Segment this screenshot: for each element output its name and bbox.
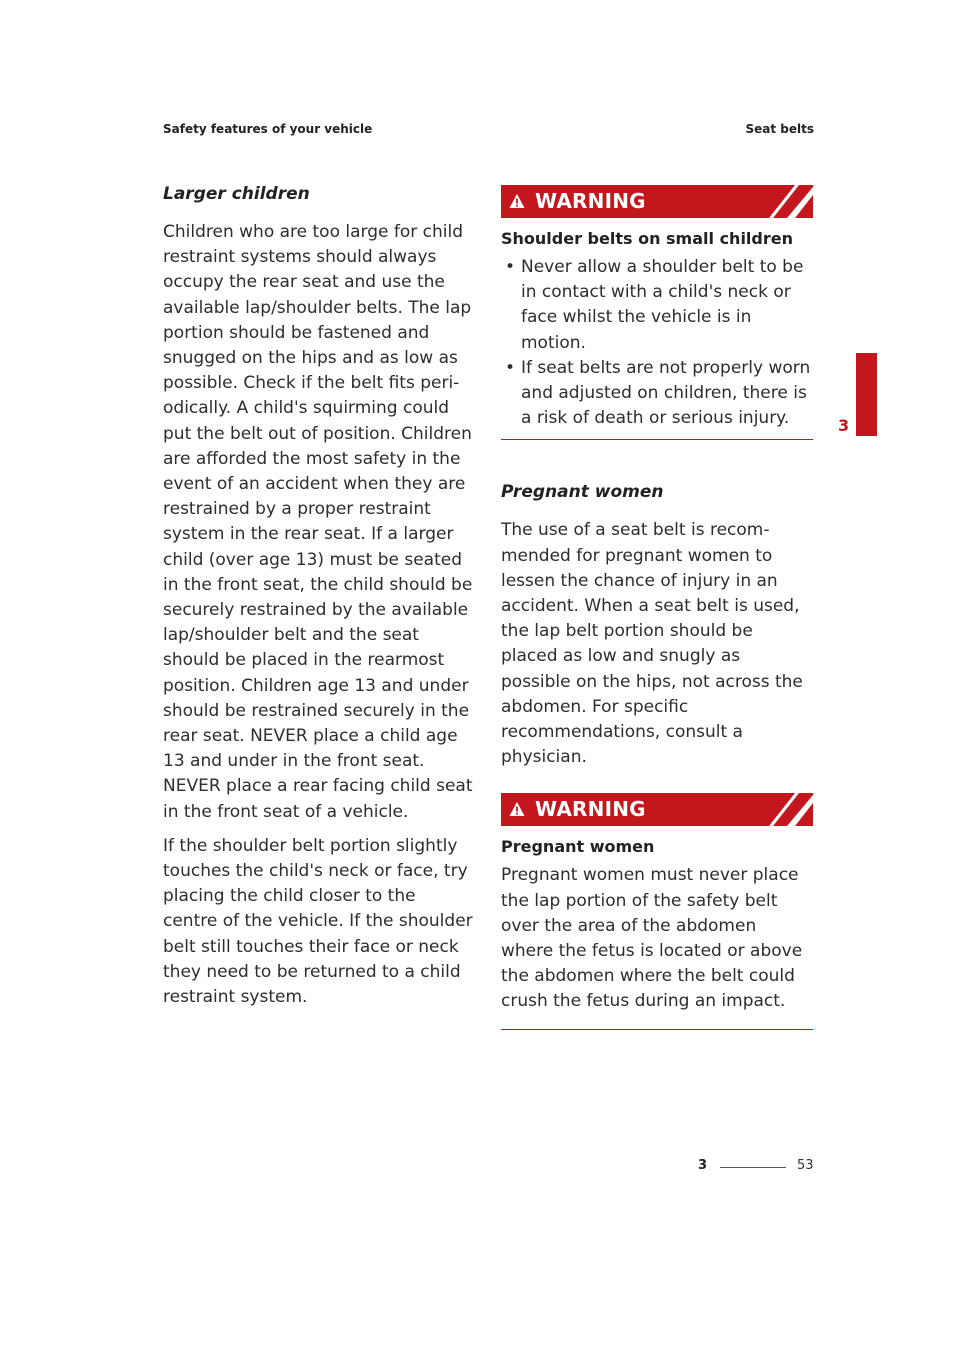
warning-triangle-icon	[509, 801, 525, 817]
warning-slash-decoration	[765, 185, 813, 218]
warning-label: WARNING	[535, 797, 646, 822]
bullet-text: Never allow a shoulder belt to be in contact with a child's neck or face whilst the vehicle is in motion.	[521, 257, 804, 353]
list-item	[501, 255, 813, 356]
warning-slash-decoration	[765, 793, 813, 826]
footer-divider	[720, 1167, 786, 1168]
right-column	[501, 185, 813, 1030]
list-item	[501, 356, 813, 432]
subheading-pregnant-women: Pregnant women	[501, 482, 664, 503]
subheading-larger-children: Larger children	[163, 184, 310, 204]
warning-text: Pregnant women must never place the lap portion of the safety belt over the area of the abdomen where the fetus is located or above the abdomen where the belt could crush the fetus during an impact.	[501, 865, 803, 1012]
paragraph-larger-children: Children who are too large for child restraint systems should always occupy the rear seat and use the available lap/shoulder belts. The lap portion should be fastened and snugged on the hips and as low as possible. Check if the belt fits peri-odically. A child's squirming could put the belt out of position. Children are afforded the most safety in the event of an accident when they are restrained by a proper restraint system in the rear seat. If a larger child (over age 13) must be seated in the front seat, the child should be securely restrained by the available lap/shoulder belt and the seat should be placed in the rearmost position. Children age 13 and under should be restrained securely in the rear seat. NEVER place a child age 13 and under in the front seat. NEVER place a rear facing child seat in the front seat of a vehicle.	[163, 222, 473, 822]
chapter-tab-number: 3	[838, 416, 850, 435]
footer-page-number: 53	[797, 1158, 814, 1173]
warning-label: WARNING	[535, 189, 646, 213]
bullet-icon: •	[505, 257, 516, 277]
warning-box-pregnant-women	[501, 793, 813, 1029]
paragraph-shoulder-belt-touch: If the shoulder belt portion slightly touches the child's neck or face, try placing the child closer to the centre of the vehicle. If the shoulder belt still touches their face or neck they need to be returned to a child restraint system.	[163, 835, 473, 1008]
bullet-text: If seat belts are not properly worn and adjusted on children, there is a risk of death or serious injury.	[521, 357, 811, 429]
running-header-section: Safety features of your vehicle	[163, 122, 373, 136]
running-header-topic: Seat belts	[745, 122, 814, 136]
warning-title: Shoulder belts on small children	[501, 229, 793, 248]
warning-bullet-list	[501, 255, 813, 431]
footer-chapter-number: 3	[698, 1158, 708, 1173]
warning-box-small-children	[501, 185, 813, 440]
warning-triangle-icon	[509, 193, 525, 209]
paragraph-pregnant-women: The use of a seat belt is recom-mended for pregnant women to lessen the chance of injury in an accident. When a seat belt is used, the lap belt portion should be placed as low and snugly as possible on the hips, not across the abdomen. For specific recommendations, consult a physician.	[501, 520, 803, 768]
warning-banner	[501, 793, 813, 826]
chapter-tab-marker	[856, 353, 877, 436]
warning-banner	[501, 185, 813, 218]
warning-title: Pregnant women	[501, 837, 655, 857]
warning-divider	[501, 439, 813, 440]
left-column	[163, 180, 473, 1019]
warning-divider	[501, 1029, 813, 1030]
bullet-icon: •	[505, 357, 516, 378]
